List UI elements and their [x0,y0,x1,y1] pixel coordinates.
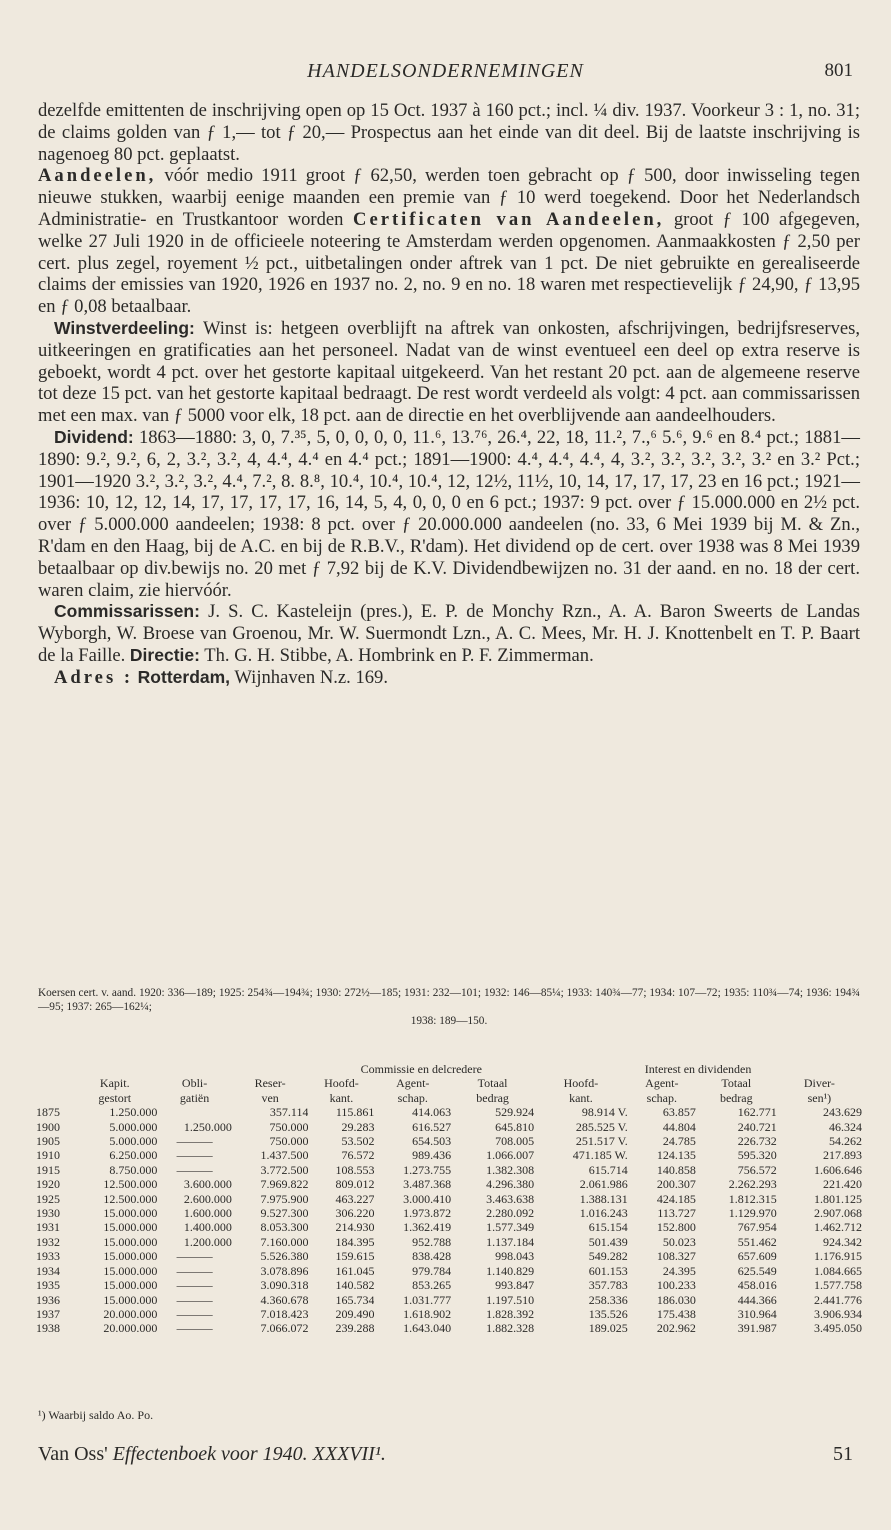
table-cell: 15.000.000 [103,1249,158,1264]
table-cell: 1.362.419 [403,1220,452,1235]
table-cell: 853.265 [412,1278,452,1293]
table-cell: 15.000.000 [103,1234,158,1249]
group-header-commissie: Commissie en delcredere [360,1062,482,1076]
table-cell: ——— [176,1278,213,1293]
column-subheader: schap. [646,1090,677,1105]
paragraph-emission: dezelfde emittenten de inschrijving open op 15 Oct. 1937 à 160 pct.; incl. ¼ div. 1937. Voorkeur 3 : 1, no. 31; de claims golden van ƒ 1,— tot ƒ 20,— Prospectus aan het einde van dit deel. Bij de laatste inschrijving is nagenoeg 80 pct. geplaatst. [38,100,860,165]
column-header: Obli- [181,1076,208,1091]
footnote: ¹) Waarbij saldo Ao. Po. [38,1408,154,1422]
table-cell: 1.137.184 [486,1234,535,1249]
table-cell: 1.973.872 [403,1206,452,1221]
table-cell: 750.000 [269,1134,309,1149]
column-header: Agent- [396,1076,430,1091]
table-cell: 750.000 [269,1119,309,1134]
table-cell: 15.000.000 [103,1220,158,1235]
group-header-interest: Interest en dividenden [644,1062,752,1076]
table-cell: 1.140.829 [486,1263,535,1278]
table-cell: 5.000.000 [109,1134,158,1149]
commissarissen-text: J. S. C. Kasteleijn (pres.), E. P. de Monchy Rzn., A. A. Baron Sweerts de Landas Wyborgh, W. Broese van Groenou, Mr. W. Suermondt Lzn., A. C. Mees, Mr. H. J. Knottenbelt en T. P. Baart de la Faille. [38,601,860,666]
table-cell: 20.000.000 [103,1321,158,1336]
table-cell: 615.154 [588,1220,628,1235]
dividend-text: 1863—1880: 3, 0, 7.³⁵, 5, 0, 0, 0, 0, 11.⁶, 13.⁷⁶, 26.⁴, 22, 18, 11.², 7.,⁶ 5.⁶, 9.⁶ en 8.⁴ pct.; 1881—1890: 9.², 9.², 6, 2, 3.², 3.², 4, 4.⁴, 4.⁴ en 4.⁴ pct.; 1891—1900: 4.⁴, 4.⁴, 4.⁴, 4, 3.², 3.², 3.², 3.², 3.² en 3.² Pct.; 1901—1920 3.², 3.², 3.², 4.⁴, 7.², 8. 8.⁸, 10.⁴, 10.⁴, 10.⁴, 12, 12½, 11½, 10, 14, 17, 17, 17, 23 en 16 pct.; 1921—1936: 10, 12, 12, 14, 17, 17, 17, 17, 16, 14, 5, 4, 0, 0, 0 en 6 pct.; 1937: 9 pct. over ƒ 15.000.000 en 2½ pct. over ƒ 5.000.000 aandeelen; 1938: 8 pct. over ƒ 20.000.000 aandeelen (no. 33, 6 Mei 1939 bij M. & Zn., R'dam en den Haag, bij de A.C. en bij de R.B.V., R'dam). Het dividend op de cert. over 1938 was 8 Mei 1939 betaalbaar op div.bewijs no. 20 met ƒ 7,92 bij de K.V. Dividendbewijzen no. 31 der aand. en no. 18 der cert. waren claim, zie hiervóór. [38,426,860,601]
table-row [36,1307,862,1321]
table-cell: 165.734 [335,1292,375,1307]
table-row [36,1264,862,1278]
table-cell: 1930 [36,1206,60,1221]
table-cell: 1.176.915 [814,1249,862,1264]
table-cell: 12.500.000 [103,1177,158,1192]
table-cell: 615.714 [588,1162,628,1177]
column-subheader: sen¹) [807,1090,832,1105]
koersen-text: Koersen cert. v. aand. 1920: 336—189; 1925: 254¾—194¾; 1930: 272½—185; 1931: 232—101; 1932: 146—85¼; 1933: 140¾—77; 1934: 107—72; 1935: 110¾—74; 1936: 194¾—95; 1937: 265—162¼; [38,987,860,1013]
paragraph-commissarissen [38,601,860,666]
column-subheader: kant. [569,1090,593,1105]
table-cell: 7.969.822 [260,1177,309,1192]
table-cell: 124.135 [656,1148,696,1163]
column-subheader: bedrag [476,1090,509,1105]
table-cell: 1938 [36,1321,60,1336]
table-cell: 63.857 [662,1105,696,1120]
table-cell: 5.526.380 [260,1249,309,1264]
heading-dividend: Dividend: [54,426,134,447]
table-cell: 285.525 V. [575,1119,628,1134]
table-cell: 3.772.500 [260,1162,309,1177]
table-cell: 1905 [36,1134,60,1149]
table-cell [157,1105,232,1119]
table-cell: 226.732 [737,1134,777,1149]
table-row [36,1177,862,1191]
table-cell: 1.812.315 [728,1191,777,1206]
table-cell: 924.342 [823,1234,862,1249]
koersen-block [38,986,860,1028]
table-cell: 217.893 [823,1148,862,1163]
table-cell: 809.012 [335,1177,375,1192]
column-header: Totaal [721,1076,752,1091]
table-cell: 152.800 [656,1220,696,1235]
table-cell: 998.043 [495,1249,535,1264]
table-cell: 108.553 [335,1162,375,1177]
table-cell: 625.549 [737,1263,777,1278]
table-cell: 1.577.758 [814,1278,862,1293]
table-cell: 1.084.665 [814,1263,862,1278]
table-cell: 1937 [36,1306,60,1321]
table-cell: 44.804 [662,1119,696,1134]
table-cell: 1.250.000 [109,1105,158,1120]
table-cell: 1.197.510 [486,1292,535,1307]
page-number: 801 [824,60,853,81]
table-cell: 2.600.000 [183,1191,232,1206]
table-cell: 5.000.000 [109,1119,158,1134]
table-cell: 209.490 [335,1306,375,1321]
table-cell: 161.045 [335,1263,375,1278]
table-cell: 140.582 [335,1278,375,1293]
table-cell: 1.801.125 [814,1191,862,1206]
table-cell: 767.954 [737,1220,777,1235]
table-cell: 391.987 [737,1321,777,1336]
table-cell: 100.233 [656,1278,696,1293]
page-header [38,60,853,90]
table-cell: 243.629 [823,1105,862,1120]
table-cell: ——— [176,1263,213,1278]
publication-title: Effectenboek voor 1940. XXXVII¹. [112,1443,386,1465]
table-row [36,1120,862,1134]
table-cell: 1.031.777 [403,1292,452,1307]
table-cell: 76.572 [341,1148,375,1163]
table-cell: 1.250.000 [183,1119,232,1134]
column-subheader: kant. [329,1090,354,1105]
table-cell: ——— [176,1249,213,1264]
koersen-text-end: 1938: 189—150. [410,1015,488,1027]
column-header: Agent- [645,1076,679,1091]
financial-table [36,1062,862,1336]
footer-page-number: 51 [833,1443,853,1465]
table-cell: 306.220 [335,1206,375,1221]
table-cell: 189.025 [588,1321,628,1336]
column-header: Reser- [254,1076,286,1091]
table-cell: 501.439 [588,1234,628,1249]
table-cell: 1933 [36,1249,60,1264]
table-cell: 1931 [36,1220,60,1235]
table-row [36,1134,862,1148]
table-cell: 1936 [36,1292,60,1307]
table-cell: 357.783 [588,1278,628,1293]
table-cell: 1920 [36,1177,60,1192]
table-cell: 1.382.308 [486,1162,535,1177]
table-cell: 1.600.000 [183,1206,232,1221]
table-cell: 29.283 [341,1119,375,1134]
table-cell: ——— [176,1148,213,1163]
table-cell: 1.437.500 [260,1148,309,1163]
table-cell: 15.000.000 [103,1278,158,1293]
table-cell: 251.517 V. [575,1134,628,1149]
table-cell: 3.600.000 [183,1177,232,1192]
table-cell: 1910 [36,1148,60,1163]
paragraph-adres [38,667,860,689]
table-cell: 708.005 [495,1134,535,1149]
table-cell: 46.324 [829,1119,862,1134]
table-row [36,1148,862,1162]
table-cell: 15.000.000 [103,1206,158,1221]
table-cell: 53.502 [341,1134,375,1149]
column-subheader: bedrag [719,1090,753,1105]
table-cell: 184.395 [335,1234,375,1249]
table-cell: 240.721 [737,1119,777,1134]
table-cell: 8.750.000 [109,1162,158,1177]
table-cell: 1.618.902 [403,1306,452,1321]
paragraph-dividend [38,427,860,601]
table-row [36,1249,862,1263]
table-cell: 1925 [36,1191,60,1206]
table-cell: 357.114 [269,1105,309,1120]
table-cell: 2.061.986 [579,1177,628,1192]
table-cell: 2.907.068 [814,1206,862,1221]
table-cell: 952.788 [412,1234,452,1249]
table-cell: 1.828.392 [486,1306,535,1321]
table-cell: 258.336 [588,1292,628,1307]
table-cell: 1934 [36,1263,60,1278]
table-cell: 3.463.638 [486,1191,535,1206]
table-cell: 654.503 [412,1134,452,1149]
table-cell: 115.861 [335,1105,375,1120]
table-cell: 24.785 [662,1134,696,1149]
directie-text: Th. G. H. Stibbe, A. Hombrink en P. F. Zimmerman. [199,644,594,666]
table-cell: 645.810 [495,1119,535,1134]
column-header: Totaal [477,1076,508,1091]
table-cell: 1.273.755 [403,1162,452,1177]
publisher-name: Van Oss' [38,1443,113,1465]
table-cell: 471.185 W. [572,1148,628,1163]
column-subheader [36,1091,72,1105]
table-cell: 239.288 [335,1321,375,1336]
table-cell: 657.609 [737,1249,777,1264]
heading-aandeelen: Aandeelen, [38,165,157,187]
table-cell: 175.438 [656,1306,696,1321]
table-cell: 1.129.970 [728,1206,777,1221]
table-cell: 98.914 V. [581,1105,628,1120]
table-cell: 113.727 [657,1206,696,1221]
table-cell: 1.882.328 [486,1321,535,1336]
table-cell: 15.000.000 [103,1292,158,1307]
table-cell: 989.436 [412,1148,452,1163]
heading-winstverdeeling: Winstverdeeling: [54,317,195,338]
table-cell: 458.016 [737,1278,777,1293]
table-cell: 54.262 [829,1134,862,1149]
table-cell: 15.000.000 [103,1263,158,1278]
column-subheader: schap. [397,1090,428,1105]
table-row [36,1235,862,1249]
table-cell: 4.360.678 [260,1292,309,1307]
table-cell: 3.090.318 [260,1278,309,1293]
table-cell: 979.784 [412,1263,452,1278]
table-cell: 549.282 [588,1249,628,1264]
table-cell: 2.262.293 [728,1177,777,1192]
column-header: Kapit. [99,1076,130,1091]
publisher-line [38,1443,386,1466]
table-cell: 8.053.300 [260,1220,309,1235]
table-cell: 993.847 [495,1278,535,1293]
table-cell: 616.527 [412,1119,452,1134]
table-cell: 444.366 [737,1292,777,1307]
table-cell: 1900 [36,1119,60,1134]
table-cell: 7.975.900 [260,1191,309,1206]
table-cell: 2.441.776 [814,1292,862,1307]
table-cell: 140.858 [656,1162,696,1177]
heading-commissarissen: Commissarissen: [54,601,200,622]
table-cell: ——— [176,1321,213,1336]
table-cell: ——— [176,1134,213,1149]
table-row [36,1192,862,1206]
table-cell: 7.066.072 [260,1321,309,1336]
heading-directie: Directie: [129,644,200,665]
table-cell: 214.930 [335,1220,375,1235]
table-cell: 6.250.000 [109,1148,158,1163]
paragraph-winstverdeeling [38,318,860,427]
table-cell: 200.307 [656,1177,696,1192]
table-cell: 1935 [36,1278,60,1293]
table-cell: 756.572 [737,1162,777,1177]
certificaten-text: groot ƒ 100 afgegeven, welke 27 Juli 1920 in de officieele noteering te Amsterdam werden opgenomen. Aanmaakkosten ƒ 2,50 per cert. plus zegel, royement ½ pct., uitbetalingen onder aftrek van 1 pct. De niet gebruikte en gerealiseerde claims der emissies van 1920, 1926 en 1937 no. 2, no. 9 en no. 18 waren met respectievelijk ƒ 24,90, ƒ 13,95 en ƒ 0,08 betaalbaar. [38,208,860,318]
table-row [36,1206,862,1220]
adres-text: Wijnhaven N.z. 169. [230,666,389,688]
table-cell: 529.924 [495,1105,535,1120]
column-subheader: gestort [98,1090,132,1105]
table-cell: 1.577.349 [486,1220,535,1235]
table-cell: 414.063 [412,1105,452,1120]
table-cell: 50.023 [662,1234,696,1249]
table-row [36,1105,862,1119]
column-header: Hoofd- [324,1076,359,1091]
table-cell: ——— [176,1162,213,1177]
table-row [36,1293,862,1307]
table-cell: 3.906.934 [814,1306,862,1321]
table-cell: 12.500.000 [103,1191,158,1206]
table-row [36,1321,862,1335]
table-cell: 162.771 [737,1105,777,1120]
table-cell: 1.606.646 [814,1162,862,1177]
table-cell: 1.400.000 [183,1220,232,1235]
table-cell: 7.160.000 [260,1234,309,1249]
adres-city: Rotterdam, [137,666,231,687]
table-cell: 159.615 [335,1249,375,1264]
column-subheader: gatiën [179,1090,210,1105]
table-cell: 108.327 [656,1249,696,1264]
table-cell: 202.962 [656,1321,696,1336]
table-cell: 20.000.000 [103,1306,158,1321]
table-cell: 3.078.896 [260,1263,309,1278]
table-cell: 595.320 [737,1148,777,1163]
table-cell: 1.066.007 [486,1148,535,1163]
table-cell: 1932 [36,1234,60,1249]
table-cell: 3.487.368 [403,1177,452,1192]
column-subheader: ven [261,1090,279,1105]
column-header [36,1076,72,1090]
table-cell: ——— [176,1292,213,1307]
table-cell: 310.964 [737,1306,777,1321]
heading-adres: Adres : [54,666,134,688]
table-row [36,1220,862,1234]
table-cell: 3.495.050 [814,1321,862,1336]
column-header: Diver- [803,1076,835,1091]
aandeelen-text: vóór medio 1911 groot ƒ 62,50, werden toen gebracht op ƒ 500, door inwisseling tegen nieuwe stukken, waarbij eenige maanden een premie van ƒ 10 werd toegekend. Door het Nederlandsch Administratie- en Trustkantoor worden [38,165,860,230]
winstverdeeling-text: Winst is: hetgeen overblijft na aftrek van onkosten, afschrijvingen, bedrijfsreserves, uitkeeringen en gratificaties aan het personeel. Nadat van de winst eventueel een deel op extra reserve is geboekt, wordt 4 pct. over het gestorte kapitaal uitgekeerd. Van het restant 20 pct. aan de algemeene reserve tot deze 15 pct. van het gestorte kapitaal bedraagt. De rest wordt verdeeld als volgt: 4 pct. aan commissarissen met een max. van ƒ 5000 voor elk, 18 pct. aan de directie en het overblijvende aan aandeelhouders. [38,317,860,427]
table-cell: 4.296.380 [486,1177,535,1192]
column-header: Hoofd- [563,1076,599,1091]
table-cell: 221.420 [823,1177,862,1192]
table-cell: 463.227 [335,1191,375,1206]
table-cell: 1915 [36,1162,60,1177]
table-cell: 3.000.410 [403,1191,452,1206]
table-cell: 838.428 [412,1249,452,1264]
table-cell: 601.153 [588,1263,628,1278]
table-cell: 1.200.000 [183,1234,232,1249]
table-cell: 7.018.423 [260,1306,309,1321]
table-cell: 424.185 [656,1191,696,1206]
table-cell: 1.388.131 [579,1191,628,1206]
table-cell: 186.030 [656,1292,696,1307]
table-row [36,1278,862,1292]
table-cell: 1.462.712 [814,1220,862,1235]
table-cell: 135.526 [588,1306,628,1321]
paragraph-aandeelen [38,165,860,318]
table-cell: 1.643.040 [403,1321,452,1336]
table-cell: 2.280.092 [486,1206,535,1221]
heading-certificaten: Certificaten van Aandeelen, [353,208,665,230]
table-cell: 1875 [36,1105,60,1120]
body-text [38,100,860,689]
running-title: HANDELSONDERNEMINGEN [307,60,584,82]
table-cell: ——— [176,1306,213,1321]
table-cell: 551.462 [737,1234,777,1249]
table-cell: 1.016.243 [579,1206,628,1221]
table-row [36,1163,862,1177]
table-cell: 9.527.300 [260,1206,309,1221]
table-cell: 24.395 [662,1263,696,1278]
